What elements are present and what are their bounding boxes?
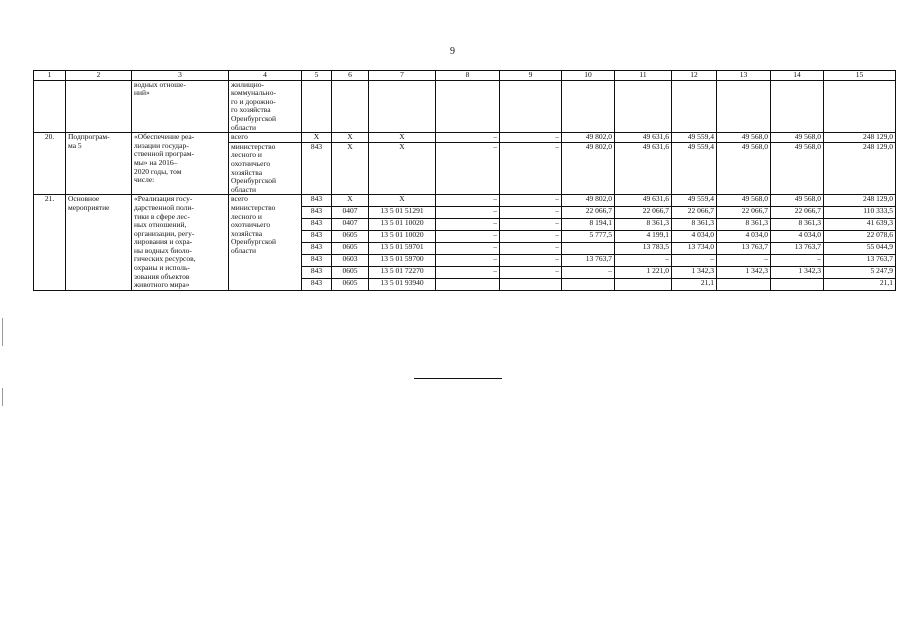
column-number-cell: 4 [229, 71, 302, 81]
column-number-cell: 12 [672, 71, 717, 81]
table-cell [717, 80, 771, 133]
table-cell: – [615, 255, 672, 267]
table-cell: 13 5 01 51291 [369, 207, 436, 219]
table-cell: 13 5 01 59701 [369, 243, 436, 255]
column-number-cell: 6 [332, 71, 369, 81]
table-cell [332, 80, 369, 133]
table-cell: 4 034,0 [672, 231, 717, 243]
table-cell: 21,1 [824, 278, 896, 290]
table-cell [500, 278, 562, 290]
table-cell: – [436, 266, 500, 278]
table-cell: X [302, 133, 332, 143]
table-cell: – [771, 255, 824, 267]
table-cell: – [436, 195, 500, 207]
table-cell: – [500, 133, 562, 143]
column-number-cell: 2 [66, 71, 132, 81]
column-number-cell: 3 [132, 71, 229, 81]
table-cell: 49 559,4 [672, 195, 717, 207]
table-cell: 41 639,3 [824, 219, 896, 231]
table-cell: 49 802,0 [562, 195, 615, 207]
table-cell: 13 763,7 [771, 243, 824, 255]
table-cell [672, 80, 717, 133]
table-cell: – [436, 207, 500, 219]
table-cell: 13 763,7 [717, 243, 771, 255]
table-cell: 1 342,3 [672, 266, 717, 278]
table-cell: 22 066,7 [672, 207, 717, 219]
table-cell [615, 278, 672, 290]
budget-table [33, 70, 896, 291]
table-cell: – [436, 219, 500, 231]
table-cell: 4 034,0 [771, 231, 824, 243]
table-cell: – [436, 133, 500, 143]
table-cell: 248 129,0 [824, 195, 896, 207]
table-cell: 22 066,7 [717, 207, 771, 219]
table-cell [500, 80, 562, 133]
table-cell: – [672, 255, 717, 267]
table-cell: 49 631,6 [615, 133, 672, 143]
table-cell: 21,1 [672, 278, 717, 290]
scan-artifact-bottom [2, 388, 3, 406]
table-cell: 1 342,3 [771, 266, 824, 278]
table-cell: 5 777,5 [562, 231, 615, 243]
executor-cell: министерство лесного и охотничьего хозяйства Оренбургской области [229, 142, 302, 195]
table-cell: – [436, 142, 500, 195]
page-number: 9 [450, 46, 455, 57]
table-cell [562, 243, 615, 255]
table-cell: – [562, 266, 615, 278]
table-cell: 843 [302, 142, 332, 195]
table-cell: 1 342,3 [717, 266, 771, 278]
table-cell: 22 066,7 [615, 207, 672, 219]
table-cell: 13 5 01 10020 [369, 219, 436, 231]
table-cell: 49 802,0 [562, 133, 615, 143]
table-cell: 49 568,0 [771, 142, 824, 195]
column-number-cell: 11 [615, 71, 672, 81]
column-number-cell: 13 [717, 71, 771, 81]
table-cell: 0605 [332, 231, 369, 243]
table-cell: – [436, 255, 500, 267]
table-cell: 8 194,1 [562, 219, 615, 231]
table-cell: X [369, 195, 436, 207]
table-cell: 248 129,0 [824, 142, 896, 195]
table-cell: 248 129,0 [824, 133, 896, 143]
end-rule [414, 378, 502, 379]
table-cell: 843 [302, 207, 332, 219]
table-cell: 49 802,0 [562, 142, 615, 195]
table-cell: 13 5 01 59700 [369, 255, 436, 267]
table-cell: 1 221,0 [615, 266, 672, 278]
table-cell: 843 [302, 219, 332, 231]
column-number-cell: 14 [771, 71, 824, 81]
table-cell: – [500, 195, 562, 207]
table-cell: 49 568,0 [717, 142, 771, 195]
table-cell: 0605 [332, 266, 369, 278]
table-cell [369, 80, 436, 133]
table-cell: X [332, 195, 369, 207]
row-number-cell: 21. [34, 195, 66, 291]
table-cell: 843 [302, 231, 332, 243]
table-cell: 5 247,9 [824, 266, 896, 278]
table-cell: 49 559,4 [672, 142, 717, 195]
executor-cell: всего министерство лесного и охотничьего хозяйства Оренбургской области [229, 195, 302, 291]
table-cell [66, 80, 132, 133]
table-row [34, 195, 896, 207]
table-cell [302, 80, 332, 133]
table-cell: X [369, 133, 436, 143]
table-cell: – [500, 243, 562, 255]
table-cell [615, 80, 672, 133]
table-cell: – [500, 142, 562, 195]
table-cell: – [436, 243, 500, 255]
table-cell: X [332, 133, 369, 143]
table-cell: 0603 [332, 255, 369, 267]
row-number-cell: 20. [34, 133, 66, 195]
column-number-cell: 9 [500, 71, 562, 81]
table-cell: 843 [302, 278, 332, 290]
table-cell [562, 80, 615, 133]
column-number-cell: 7 [369, 71, 436, 81]
table-cell: 0407 [332, 207, 369, 219]
table-cell [717, 278, 771, 290]
executor-cell: всего [229, 133, 302, 143]
table-cell: – [717, 255, 771, 267]
table-cell: 49 568,0 [717, 133, 771, 143]
table-cell: 22 066,7 [771, 207, 824, 219]
table-cell: 843 [302, 195, 332, 207]
table-cell: 4 199,1 [615, 231, 672, 243]
continuation-row [34, 80, 896, 133]
column-number-row [34, 71, 896, 81]
table-cell: – [500, 207, 562, 219]
table-cell: 49 568,0 [717, 195, 771, 207]
table-cell: – [436, 231, 500, 243]
table-cell: 8 361,3 [615, 219, 672, 231]
table-cell: 0407 [332, 219, 369, 231]
table-cell: 13 5 01 10020 [369, 231, 436, 243]
table-cell: – [500, 219, 562, 231]
table-cell: 49 631,6 [615, 195, 672, 207]
table-cell [771, 278, 824, 290]
program-name-cell: Подпрограм- ма 5 [66, 133, 132, 195]
table-cell [824, 80, 896, 133]
table-cell: 22 078,6 [824, 231, 896, 243]
table-cell: – [500, 231, 562, 243]
column-number-cell: 10 [562, 71, 615, 81]
table-cell [562, 278, 615, 290]
title-cell: «Реализация госу- дарственной поли- тики в сфере лес- ных отношений, организации, регу- лирования и охра- ны водных биоло- гических ресурсов, охраны и исполь- зования объектов животного мира» [132, 195, 229, 291]
table-cell: 13 5 01 93940 [369, 278, 436, 290]
table-row [34, 133, 896, 143]
table-cell: 8 361,3 [717, 219, 771, 231]
table-cell: 843 [302, 243, 332, 255]
table-cell [771, 80, 824, 133]
table-cell: 110 333,5 [824, 207, 896, 219]
title-cell: водных отноше- ний» [132, 80, 229, 133]
table-cell: 843 [302, 255, 332, 267]
table-cell: 13 763,7 [562, 255, 615, 267]
table-cell: 55 044,9 [824, 243, 896, 255]
table-cell [436, 278, 500, 290]
table-cell [34, 80, 66, 133]
title-cell: «Обеспечение реа- лизации государ- ственной програм- мы» на 2016– 2020 годы, том числе: [132, 133, 229, 195]
column-number-cell: 5 [302, 71, 332, 81]
table-cell: X [332, 142, 369, 195]
table-cell: X [369, 142, 436, 195]
column-number-cell: 8 [436, 71, 500, 81]
program-name-cell: Основное мероприятие [66, 195, 132, 291]
table-cell: 8 361,3 [672, 219, 717, 231]
column-number-cell: 15 [824, 71, 896, 81]
table-cell: 13 763,7 [824, 255, 896, 267]
table-cell: – [500, 266, 562, 278]
table-cell: 22 066,7 [562, 207, 615, 219]
table-cell: 13 5 01 72270 [369, 266, 436, 278]
scan-artifact-top [2, 318, 3, 346]
column-number-cell: 1 [34, 71, 66, 81]
table-cell: 49 568,0 [771, 133, 824, 143]
table-cell: 13 734,0 [672, 243, 717, 255]
table-cell: 49 559,4 [672, 133, 717, 143]
table-cell: 49 568,0 [771, 195, 824, 207]
executor-cell: жилищно- коммунально- го и дорожно- го хозяйства Оренбургской области [229, 80, 302, 133]
table-cell: 0605 [332, 243, 369, 255]
table-cell: 4 034,0 [717, 231, 771, 243]
table-cell: 49 631,6 [615, 142, 672, 195]
table-cell [436, 80, 500, 133]
table-cell: 8 361,3 [771, 219, 824, 231]
table-cell: 13 783,5 [615, 243, 672, 255]
table-cell: 0605 [332, 278, 369, 290]
table-cell: 843 [302, 266, 332, 278]
table-cell: – [500, 255, 562, 267]
